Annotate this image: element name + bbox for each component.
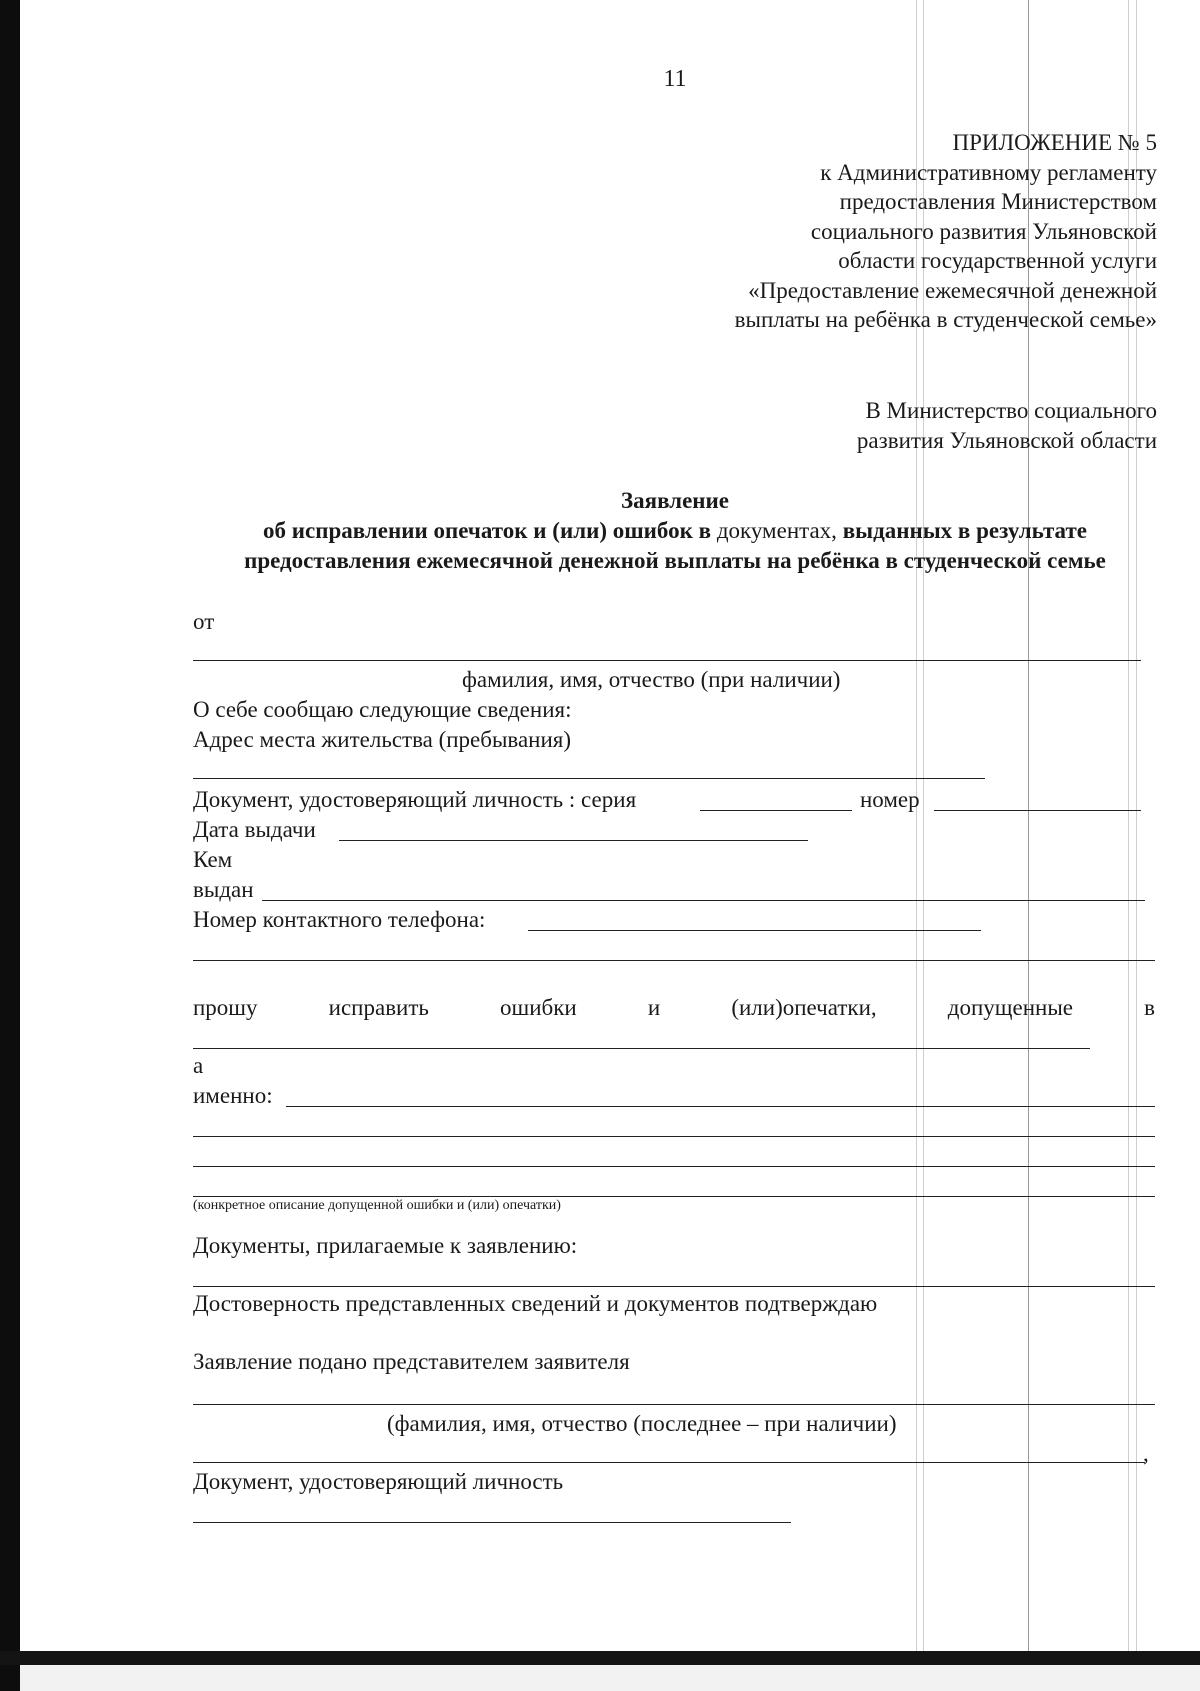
namely-label: а xyxy=(193,1053,204,1078)
request-word: (или)опечатки, xyxy=(731,995,877,1020)
issued-by-label: выдан xyxy=(193,877,254,902)
rep-id-doc-label: Документ, удостоверяющий личность xyxy=(193,1469,564,1494)
addressee xyxy=(857,396,1157,455)
namely-label: именно: xyxy=(193,1083,273,1108)
address-label: Адрес места жительства (пребывания) xyxy=(193,727,572,752)
representative-fio-line[interactable] xyxy=(193,1404,1155,1405)
id-doc-series-label: Документ, удостоверяющий личность : серия xyxy=(193,787,637,812)
confirm-statement: Достоверность представленных сведений и документов подтверждаю xyxy=(193,1291,878,1316)
error-description-line[interactable] xyxy=(286,1106,1155,1107)
scan-bottom-margin xyxy=(20,1665,1200,1691)
address-line[interactable] xyxy=(193,778,985,779)
appendix-line: предоставления Министерством xyxy=(839,189,1157,214)
comma: , xyxy=(1143,1441,1149,1466)
addressee-line: В Министерство социального xyxy=(865,398,1157,423)
appendix-line: области государственной услуги xyxy=(838,248,1157,273)
appendix-header xyxy=(735,128,1157,335)
issue-date-line[interactable] xyxy=(339,840,808,841)
rep-id-doc-line[interactable] xyxy=(193,1522,791,1523)
attached-docs-line[interactable] xyxy=(193,1286,1155,1287)
request-word: прошу xyxy=(193,995,258,1020)
page-number: 11 xyxy=(663,66,687,92)
request-word: ошибки xyxy=(500,995,577,1020)
subtitle-bold-part: об исправлении опечаток и (или) ошибок в xyxy=(263,518,717,543)
error-description-line[interactable] xyxy=(193,1196,1155,1197)
phone-label: Номер контактного телефона: xyxy=(193,907,486,932)
appendix-line: выплаты на ребёнка в студенческой семье» xyxy=(734,307,1157,332)
error-description-line[interactable] xyxy=(193,1136,1155,1137)
issued-by-line[interactable] xyxy=(262,900,1145,901)
subtitle-bold-part: выданных в результате предоставления ежемесячной денежной выплаты на ребёнка в студенческой семье xyxy=(244,518,1106,573)
scan-bottom-edge xyxy=(0,1651,1200,1665)
request-word: и xyxy=(647,995,661,1020)
issue-date-label: Дата выдачи xyxy=(193,817,316,842)
request-word: допущенные xyxy=(947,995,1073,1020)
request-word: в xyxy=(1144,995,1155,1020)
appendix-line: социального развития Ульяновской xyxy=(810,218,1157,244)
error-hint: (конкретное описание допущенной ошибки и (или) опечатки) xyxy=(193,1198,561,1213)
appendix-line: к Административному регламенту xyxy=(820,159,1157,185)
blank-line[interactable] xyxy=(193,960,1155,961)
document-title: Заявление xyxy=(620,488,730,513)
scan-left-edge xyxy=(0,0,20,1691)
subtitle-normal-part: документах, xyxy=(716,518,837,543)
request-word: исправить xyxy=(328,995,429,1020)
fio-line[interactable] xyxy=(193,660,1141,661)
documents-with-errors-line[interactable] xyxy=(193,1048,1090,1049)
rep-fio-hint: (фамилия, имя, отчество (последнее – при наличии) xyxy=(387,1411,897,1436)
fio-hint: фамилия, имя, отчество (при наличии) xyxy=(462,667,841,692)
rep-extra-line[interactable] xyxy=(193,1462,1145,1463)
number-label: номер xyxy=(860,787,920,812)
series-line[interactable] xyxy=(700,810,852,811)
attached-docs-label: Документы, прилагаемые к заявлению: xyxy=(193,1233,578,1258)
representative-label: Заявление подано представителем заявителя xyxy=(193,1349,630,1374)
phone-line[interactable] xyxy=(528,930,981,931)
issued-by-label: Кем xyxy=(193,847,233,872)
appendix-line: «Предоставление ежемесячной денежной xyxy=(748,277,1157,303)
about-self-label: О себе сообщаю следующие сведения: xyxy=(193,697,572,722)
addressee-line: развития Ульяновской области xyxy=(856,427,1157,453)
request-line xyxy=(193,994,1155,1021)
from-label: от xyxy=(193,609,215,634)
number-line[interactable] xyxy=(934,810,1141,811)
document-subtitle xyxy=(195,516,1155,576)
error-description-line[interactable] xyxy=(193,1166,1155,1167)
appendix-line: ПРИЛОЖЕНИЕ № 5 xyxy=(952,130,1157,155)
